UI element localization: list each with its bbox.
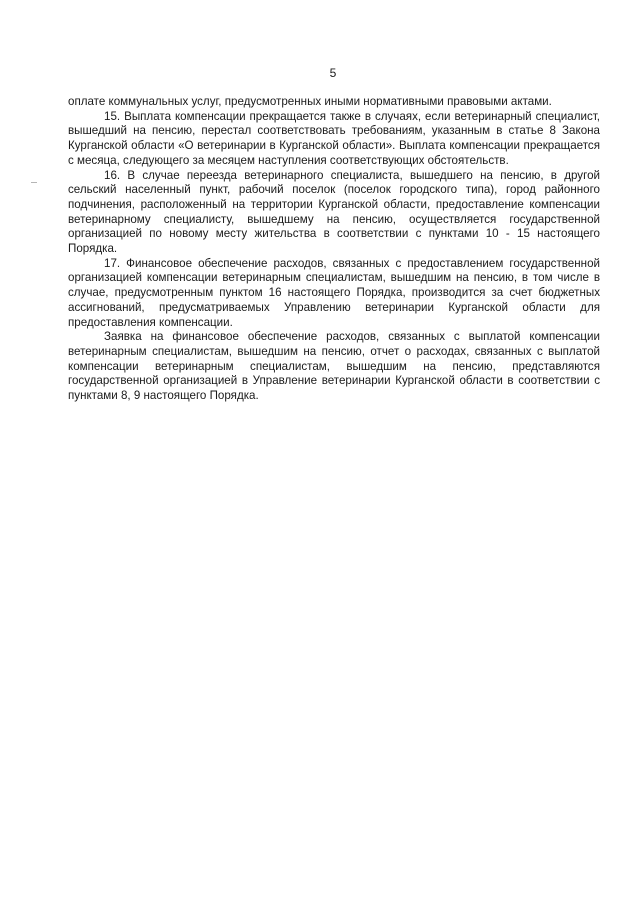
- document-body: [68, 95, 600, 404]
- paragraph-item-16: 16. В случае переезда ветеринарного специалиста, вышедшего на пенсию, в другой сельский населенный пункт, рабочий поселок (поселок городского типа), город районного подчинения, расположенный на территории Курганской области, предоставление компенсации ветеринарному специалисту, вышедшему на пенсию, осуществляется государственной организацией по новому месту жительства в соответствии с пунктами 10 - 15 настоящего Порядка.: [68, 168, 600, 256]
- paragraph-item-15: 15. Выплата компенсации прекращается также в случаях, если ветеринарный специалист, вышедший на пенсию, перестал соответствовать требованиям, указанным в статье 8 Закона Курганской области «О ветеринарии в Курганской области». Выплата компенсации прекращается с месяца, следующего за месяцем наступления соответствующих обстоятельств.: [68, 109, 600, 167]
- paragraph-item-17: 17. Финансовое обеспечение расходов, связанных с предоставлением государственной организацией компенсации ветеринарным специалистам, вышедшим на пенсию, в том числе в случае, предусмотренным пунктом 16 настоящего Порядка, производится за счет бюджетных ассигнований, предусматриваемых Управлению ветеринарии Курганской области для предоставления компенсации.: [68, 256, 600, 329]
- paragraph-application: Заявка на финансовое обеспечение расходов, связанных с выплатой компенсации ветеринарным специалистам, вышедшим на пенсию, отчет о расходах, связанных с выплатой компенсации ветеринарным специалистам, вышедшим на пенсию, представляются государственной организацией в Управление ветеринарии Курганской области в соответствии с пунктами 8, 9 настоящего Порядка.: [68, 330, 600, 403]
- margin-mark: [31, 182, 37, 183]
- paragraph-continuation: оплате коммунальных услуг, предусмотренных иными нормативными правовыми актами.: [68, 95, 552, 108]
- page-number: 5: [329, 66, 337, 80]
